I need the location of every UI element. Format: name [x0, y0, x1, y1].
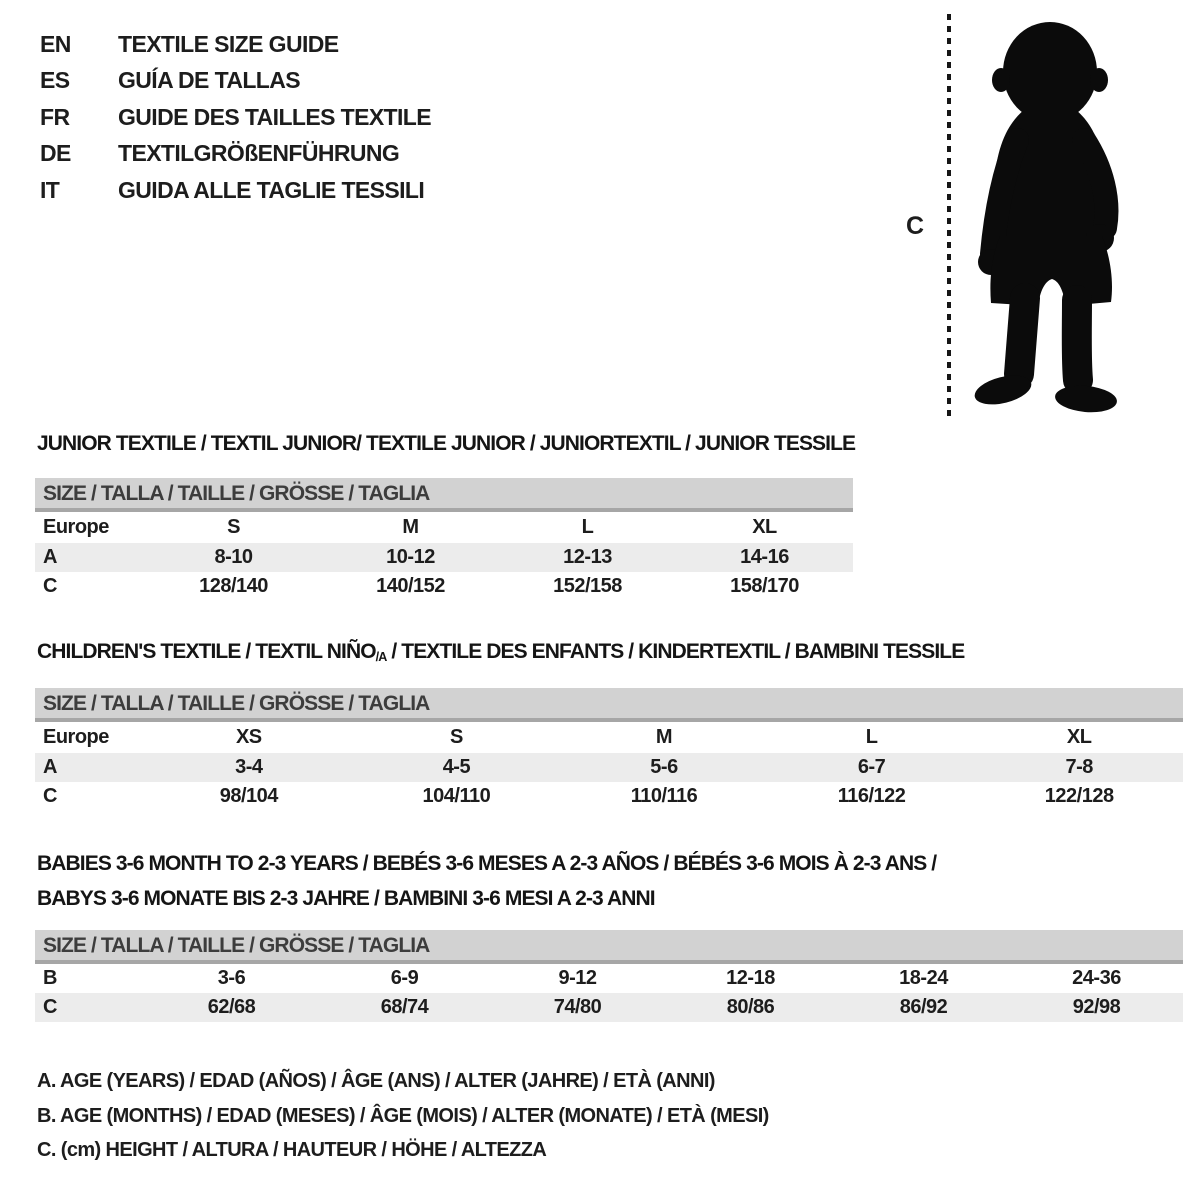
junior-section-title: JUNIOR TEXTILE / TEXTIL JUNIOR/ TEXTILE JUNIOR / JUNIORTEXTIL / JUNIOR TESSILE	[37, 432, 856, 455]
region-label-cell: Europe	[43, 726, 109, 748]
children-title-text: / TEXTILE DES ENFANTS / KINDERTEXTIL / BAMBINI TESSILE	[386, 640, 965, 663]
table-cell: 3-6	[217, 967, 246, 989]
junior-size-table	[35, 478, 853, 601]
table-cell: 80/86	[726, 996, 775, 1018]
legend	[37, 1064, 769, 1168]
size-column-header: S	[227, 516, 240, 538]
language-code: IT	[40, 176, 60, 203]
row-label-cell: C	[43, 575, 57, 597]
table-row-age	[35, 543, 853, 572]
size-column-header: XL	[752, 516, 777, 538]
table-cell: 24-36	[1072, 967, 1121, 989]
size-column-header: L	[865, 726, 878, 748]
region-label-cell: Europe	[43, 516, 109, 538]
table-cell: 3-4	[235, 756, 263, 778]
babies-title-line2: BABYS 3-6 MONATE BIS 2-3 JAHRE / BAMBINI 3-6 MESI A 2-3 ANNI	[37, 887, 655, 910]
size-column-header: M	[655, 726, 673, 748]
children-section-title	[37, 640, 964, 664]
size-column-header: S	[449, 726, 463, 748]
height-measure-label: C	[906, 212, 925, 240]
table-cell: 4-5	[442, 756, 471, 778]
table-cell: 128/140	[199, 575, 268, 597]
legend-line-b: B. AGE (MONTHS) / EDAD (MESES) / ÂGE (MOIS) / ALTER (MONATE) / ETÀ (MESI)	[37, 1104, 769, 1127]
table-cell: 9-12	[558, 967, 597, 989]
language-row-es	[40, 62, 431, 98]
row-label-cell: C	[43, 785, 57, 807]
toddler-silhouette-icon	[962, 14, 1140, 418]
language-code: FR	[40, 103, 70, 130]
table-header-row	[35, 722, 1183, 753]
table-row-age	[35, 753, 1183, 782]
table-cell: 74/80	[553, 996, 602, 1018]
table-row-age-months	[35, 964, 1183, 993]
table-cell: 68/74	[380, 996, 429, 1018]
table-cell: 158/170	[730, 575, 799, 597]
table-row-height	[35, 782, 1183, 811]
language-title: GUIDA ALLE TAGLIE TESSILI	[118, 176, 425, 203]
table-cell: 5-6	[650, 756, 678, 778]
children-title-subscript: /A	[375, 650, 387, 664]
table-cell: 8-10	[214, 546, 253, 568]
legend-line-a: A. AGE (YEARS) / EDAD (AÑOS) / ÂGE (ANS) / ALTER (JAHRE) / ETÀ (ANNI)	[37, 1070, 715, 1092]
legend-line-c: C. (cm) HEIGHT / ALTURA / HAUTEUR / HÖHE / ALTEZZA	[37, 1139, 547, 1161]
language-code: EN	[40, 31, 71, 57]
table-header-row	[35, 512, 853, 543]
table-cell: 18-24	[899, 967, 948, 989]
table-cell: 92/98	[1072, 996, 1121, 1018]
size-header-bar: SIZE / TALLA / TAILLE / GRÖSSE / TAGLIA	[35, 478, 853, 512]
table-cell: 122/128	[1044, 785, 1114, 807]
size-column-header: XL	[1066, 726, 1092, 748]
language-row-de	[40, 135, 431, 171]
babies-section-title	[37, 846, 936, 916]
table-cell: 62/68	[207, 996, 256, 1018]
babies-title-line1: BABIES 3-6 MONTH TO 2-3 YEARS / BEBÉS 3-6 MESES A 2-3 AÑOS / BÉBÉS 3-6 MOIS À 2-3 ANS /	[37, 852, 937, 875]
table-cell: 6-9	[390, 967, 419, 989]
table-cell: 6-7	[857, 756, 886, 778]
row-label-cell: C	[43, 996, 57, 1018]
table-cell: 152/158	[553, 575, 622, 597]
language-title: TEXTILE SIZE GUIDE	[118, 31, 339, 57]
row-label-cell: B	[43, 967, 57, 989]
language-row-fr	[40, 99, 431, 135]
language-code: DE	[40, 140, 71, 167]
table-cell: 7-8	[1065, 756, 1093, 778]
height-measure-dashed-line	[947, 14, 951, 418]
size-header-bar: SIZE / TALLA / TAILLE / GRÖSSE / TAGLIA	[35, 688, 1183, 722]
babies-size-table	[35, 930, 1183, 1022]
children-size-table	[35, 688, 1183, 811]
language-row-it	[40, 172, 431, 208]
table-cell: 110/116	[630, 785, 698, 807]
table-cell: 14-16	[740, 546, 789, 568]
language-row-en	[40, 26, 431, 62]
row-label-cell: A	[43, 546, 57, 568]
table-cell: 86/92	[899, 996, 948, 1018]
table-row-height	[35, 572, 853, 601]
table-cell: 104/110	[422, 785, 491, 807]
table-cell: 12-13	[563, 546, 612, 568]
language-title: GUÍA DE TALLAS	[118, 67, 300, 94]
table-cell: 116/122	[837, 785, 906, 807]
size-header-bar: SIZE / TALLA / TAILLE / GRÖSSE / TAGLIA	[35, 930, 1183, 964]
table-row-height	[35, 993, 1183, 1022]
children-title-text: CHILDREN'S TEXTILE / TEXTIL NIÑO	[37, 640, 376, 663]
language-code: ES	[40, 67, 70, 94]
language-title-list	[40, 26, 431, 208]
size-column-header: M	[402, 516, 419, 538]
row-label-cell: A	[43, 756, 57, 778]
table-cell: 140/152	[376, 575, 445, 597]
table-cell: 12-18	[726, 967, 775, 989]
language-title: GUIDE DES TAILLES TEXTILE	[118, 103, 431, 130]
language-title: TEXTILGRÖßENFÜHRUNG	[118, 140, 400, 167]
table-cell: 10-12	[386, 546, 435, 568]
size-column-header: XS	[235, 726, 262, 748]
table-cell: 98/104	[219, 785, 278, 807]
size-column-header: L	[581, 516, 594, 538]
